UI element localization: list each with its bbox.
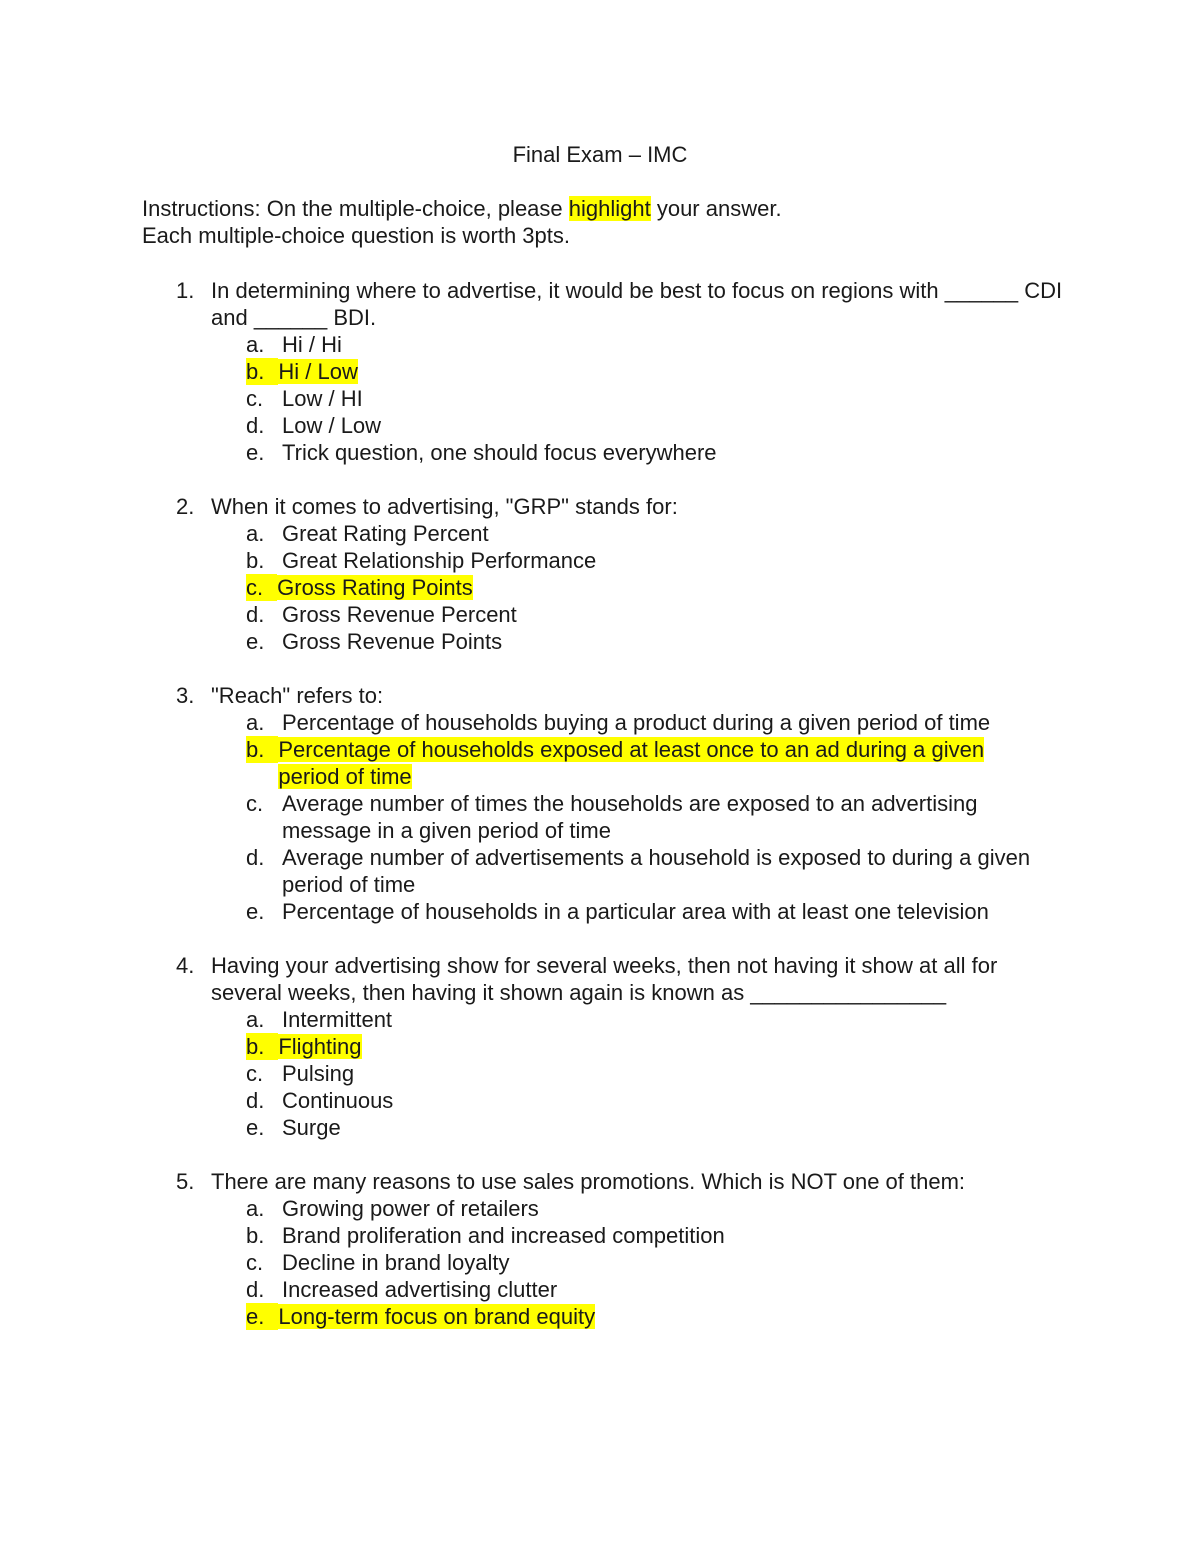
option-letter: b. <box>246 548 265 573</box>
instructions-text-after: your answer. <box>650 196 782 221</box>
option-list <box>0 1006 1200 1141</box>
option-d[interactable] <box>246 601 1046 628</box>
option-letter: b. <box>246 358 278 385</box>
option-letter: a. <box>246 521 265 546</box>
option-c[interactable] <box>246 385 1046 412</box>
question-number: 5. <box>176 1169 195 1194</box>
option-letter: d. <box>246 413 265 438</box>
option-text: Hi / Low <box>278 359 358 384</box>
option-text: Low / Low <box>282 413 382 438</box>
option-letter: d. <box>246 1277 265 1302</box>
instructions-line-1 <box>142 195 782 222</box>
question-number: 3. <box>176 683 195 708</box>
option-text: Percentage of households in a particular area with at least one television <box>282 899 989 924</box>
option-list <box>0 709 1200 925</box>
option-letter: c. <box>246 1250 264 1275</box>
option-b[interactable] <box>246 1222 1046 1249</box>
question-5 <box>0 1168 1200 1330</box>
option-d[interactable] <box>246 412 1046 439</box>
option-text: Intermittent <box>282 1007 393 1032</box>
question-4 <box>0 952 1200 1141</box>
option-text: Pulsing <box>282 1061 355 1086</box>
option-letter: e. <box>246 1303 278 1330</box>
option-text: Hi / Hi <box>282 332 342 357</box>
option-text: Growing power of retailers <box>282 1196 539 1221</box>
option-text: Increased advertising clutter <box>282 1277 558 1302</box>
option-letter: b. <box>246 736 278 763</box>
instructions-line-2: Each multiple-choice question is worth 3pts. <box>142 223 570 248</box>
option-letter: e. <box>246 629 265 654</box>
option-letter: d. <box>246 1088 265 1113</box>
option-text: Gross Revenue Percent <box>282 602 517 627</box>
option-letter: e. <box>246 1115 265 1140</box>
option-c[interactable] <box>246 1249 1046 1276</box>
option-a[interactable] <box>246 331 1046 358</box>
option-list <box>0 1195 1200 1330</box>
option-d[interactable] <box>246 844 1046 898</box>
option-list <box>0 331 1200 466</box>
option-letter: d. <box>246 602 265 627</box>
option-letter: c. <box>246 386 264 411</box>
page-title: Final Exam – IMC <box>512 142 688 167</box>
option-letter: c. <box>246 574 277 601</box>
option-c[interactable] <box>246 1060 1046 1087</box>
option-a[interactable] <box>246 1006 1046 1033</box>
option-e[interactable] <box>246 628 1046 655</box>
option-e[interactable] <box>246 1114 1046 1141</box>
option-e[interactable] <box>246 898 1046 925</box>
option-b-highlighted[interactable] <box>246 1033 1046 1060</box>
option-a[interactable] <box>246 520 1046 547</box>
option-a[interactable] <box>246 709 1046 736</box>
option-letter: d. <box>246 845 265 870</box>
option-letter: a. <box>246 1196 265 1221</box>
option-b-highlighted[interactable] <box>246 736 1046 790</box>
option-letter: a. <box>246 1007 265 1032</box>
question-number: 2. <box>176 494 195 519</box>
question-list <box>0 277 1200 1357</box>
question-text: "Reach" refers to: <box>211 683 384 708</box>
question-number: 4. <box>176 953 195 978</box>
option-text: Decline in brand loyalty <box>282 1250 510 1275</box>
option-letter: a. <box>246 332 265 357</box>
option-d[interactable] <box>246 1087 1046 1114</box>
option-a[interactable] <box>246 1195 1046 1222</box>
option-text: Average number of times the households are exposed to an advertising message in a given period of time <box>282 791 978 843</box>
option-letter: c. <box>246 791 264 816</box>
option-list <box>0 520 1200 655</box>
option-text: Continuous <box>282 1088 394 1113</box>
option-e[interactable] <box>246 439 1046 466</box>
option-text: Trick question, one should focus everywhere <box>282 440 717 465</box>
option-text: Surge <box>282 1115 341 1140</box>
option-text: Low / HI <box>282 386 363 411</box>
option-letter: e. <box>246 899 265 924</box>
option-letter: c. <box>246 1061 264 1086</box>
question-3 <box>0 682 1200 925</box>
option-text: Great Relationship Performance <box>282 548 597 573</box>
option-e-highlighted[interactable] <box>246 1303 1046 1330</box>
question-text: There are many reasons to use sales promotions. Which is NOT one of them: <box>211 1169 966 1194</box>
option-text: Brand proliferation and increased competition <box>282 1223 725 1248</box>
option-d[interactable] <box>246 1276 1046 1303</box>
question-1 <box>0 277 1200 466</box>
option-text: Gross Rating Points <box>277 575 473 600</box>
option-text: Gross Revenue Points <box>282 629 503 654</box>
option-text: Great Rating Percent <box>282 521 489 546</box>
option-text: Average number of advertisements a household is exposed to during a given period of time <box>282 845 1031 897</box>
instructions-text-before: Instructions: On the multiple-choice, please <box>142 196 569 221</box>
question-2 <box>0 493 1200 655</box>
question-text: In determining where to advertise, it would be best to focus on regions with ______ CDI and ______ BDI. <box>211 278 1063 330</box>
option-b-highlighted[interactable] <box>246 358 1046 385</box>
instructions-highlight-word: highlight <box>568 196 651 221</box>
option-letter: a. <box>246 710 265 735</box>
option-letter: b. <box>246 1033 278 1060</box>
option-text: Long-term focus on brand equity <box>278 1304 596 1329</box>
option-c[interactable] <box>246 790 1046 844</box>
option-b[interactable] <box>246 547 1046 574</box>
option-text: Flighting <box>278 1034 362 1059</box>
option-letter: e. <box>246 440 265 465</box>
option-text: Percentage of households buying a product during a given period of time <box>282 710 991 735</box>
question-text: When it comes to advertising, "GRP" stands for: <box>211 494 678 519</box>
option-letter: b. <box>246 1223 265 1248</box>
instructions <box>142 195 782 249</box>
question-text: Having your advertising show for several weeks, then not having it show at all for several weeks, then having it shown again is known as ________________ <box>211 953 998 1005</box>
option-text: Percentage of households exposed at least once to an ad during a given period of time <box>278 737 985 789</box>
option-c-highlighted[interactable] <box>246 574 1046 601</box>
question-number: 1. <box>176 278 195 303</box>
